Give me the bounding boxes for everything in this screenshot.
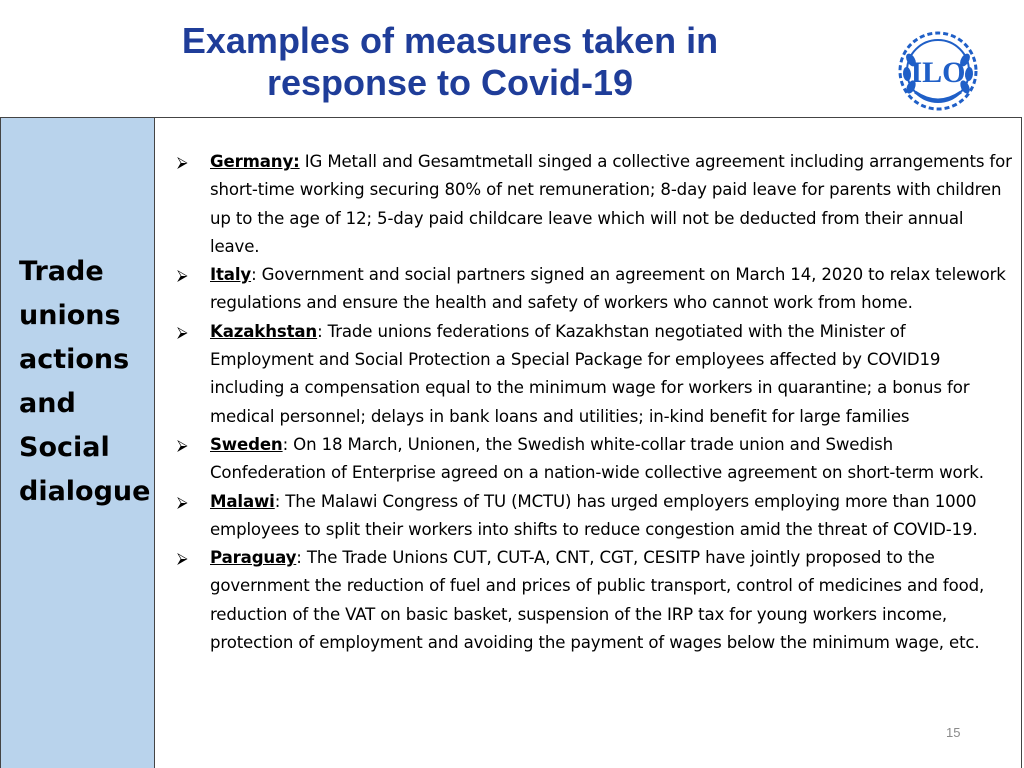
measure-item-kazakhstan [177, 318, 1012, 431]
sidebar-panel [1, 118, 155, 768]
country-separator: : [296, 548, 302, 568]
sidebar-heading [19, 250, 151, 514]
measures-content [177, 148, 1012, 657]
measures-list [177, 148, 1012, 657]
arrow-bullet-icon: ⮚ [177, 153, 188, 171]
sidebar-line-5: Social [19, 432, 110, 463]
measure-text: Government and social partners signed an agreement on March 14, 2020 to relax telework regulations and ensure the health and safety of workers who cannot work from home. [210, 265, 1006, 313]
sidebar-line-4: and [19, 388, 76, 419]
measure-text: The Malawi Congress of TU (MCTU) has urged employers employing more than 1000 employees to split their workers into shifts to reduce congestion amid the threat of COVID-19. [210, 491, 978, 539]
country-separator: : [274, 491, 281, 511]
measure-text: The Trade Unions CUT, CUT-A, CNT, CGT, CESITP have jointly proposed to the government the reduction of fuel and prices of public transport, control of medicines and food, reduction of the VAT on basic basket, suspension of the IRP tax for young workers income, protection of employment and avoiding the payment of wages below the minimum wage, etc. [210, 548, 985, 653]
sidebar-line-1: Trade [19, 256, 104, 287]
logo-text: ILO [910, 56, 966, 89]
slide-title [110, 20, 790, 104]
arrow-bullet-icon: ⮚ [177, 549, 188, 568]
sidebar-line-3: actions [19, 344, 130, 375]
country-name: Kazakhstan [210, 321, 318, 341]
country-separator: : [317, 321, 323, 341]
title-line-2: response to Covid-19 [266, 62, 634, 103]
ilo-logo-icon [897, 30, 979, 112]
measure-item-italy [177, 261, 1012, 318]
country-name: Sweden [210, 434, 283, 454]
measure-text: IG Metall and Gesamtmetall singed a collective agreement including arrangements for short-time working securing 80% of net remuneration; 8-day paid leave for parents with children up to the age of 12; 5-day paid childcare leave which will not be deducted from their annual leave. [210, 152, 1012, 256]
measure-item-malawi [177, 488, 1012, 545]
country-name: Paraguay [210, 548, 297, 568]
measure-item-sweden [177, 431, 1012, 488]
measure-text: On 18 March, Unionen, the Swedish white-collar trade union and Swedish Confederation of Enterprise agreed on a nation-wide collective agreement on short-term work. [210, 434, 984, 483]
arrow-bullet-icon: ⮚ [177, 435, 188, 454]
arrow-bullet-icon: ⮚ [177, 492, 188, 511]
page-number: 15 [946, 725, 961, 740]
measure-item-germany [177, 148, 1012, 261]
content-frame [0, 117, 1022, 768]
arrow-bullet-icon: ⮚ [177, 266, 188, 285]
country-separator: : [282, 434, 289, 454]
measure-text: Trade unions federations of Kazakhstan negotiated with the Minister of Employment and Social Protection a Special Package for employees affected by COVID19 including a compensation equal to the minimum wage for workers in quarantine; a bonus for medical personnel; delays in bank loans and utilities; in-kind benefit for large families [210, 321, 970, 426]
title-line-1: Examples of measures taken in [181, 20, 719, 61]
country-name: Italy [210, 265, 252, 285]
country-separator: : [251, 265, 257, 285]
measure-item-paraguay [177, 544, 1012, 657]
arrow-bullet-icon: ⮚ [177, 322, 188, 341]
sidebar-line-6: dialogue [19, 476, 151, 507]
country-name: Germany: [210, 152, 300, 171]
country-name: Malawi [210, 491, 275, 511]
sidebar-line-2: unions [19, 300, 121, 331]
